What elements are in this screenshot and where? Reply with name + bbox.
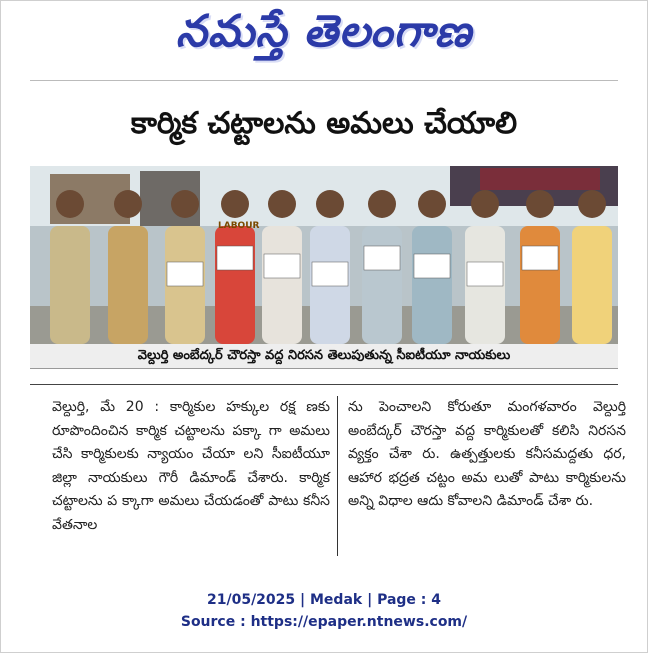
person-figure [572,226,612,344]
protest-placard [312,262,348,286]
article-body-left: వెల్దుర్తి, మే 20 : కార్మికుల హక్కుల రక్ష ణకు రూపొందించిన కార్మిక చట్టాలను పక్కా గా అమలు చేసి కార్మికులకు న్యాయం చేయా లని సీఐటీయూ జిల్లా నాయకులు గౌరీ డిమాండ్ చేశారు. కార్మిక చట్టాలను ప క్కాగా అమలు చేయడంతో పాటు కనీస వేతనాల [52,399,330,533]
person-figure [50,226,90,344]
edition-line: 21/05/2025 | Medak | Page : 4 [206,592,442,608]
person-figure [215,226,255,344]
person-head [368,190,396,218]
section-divider [30,384,618,385]
person-figure [108,226,148,344]
article-photo [30,166,618,344]
person-figure [412,226,452,344]
person-figure [262,226,302,344]
source-line: Source : https://epaper.ntnews.com/ [180,614,468,630]
person-head [56,190,84,218]
person-head [114,190,142,218]
protest-placard [467,262,503,286]
person-head [316,190,344,218]
person-head [578,190,606,218]
protest-placard [217,246,253,270]
person-head [471,190,499,218]
masthead-rule [30,80,618,81]
person-figure [520,226,560,344]
protest-placard [364,246,400,270]
protest-placard [167,262,203,286]
placard-label: LABOUR [218,221,260,231]
protest-placard [414,254,450,278]
article-body-right: ను పెంచాలని కోరుతూ మంగళవారం వెల్దుర్తి అంబేద్కర్ చౌరస్తా వద్ద కార్మికులతో కలిసి నిరసన వ్యక్తం చేశా రు. ఉత్పత్తులకు కనీసమద్దతు ధర, ఆహార భద్రత చట్టం అమ లుతో పాటు కార్మికులను అన్ని విధాల ఆదు కోవాలని డిమాండ్ చేశా రు. [348,399,626,509]
person-head [268,190,296,218]
photo-caption: వెల్దుర్తి అంబేద్కర్ చౌరస్తా వద్ద నిరసన తెలుపుతున్న సీఐటీయూ నాయకులు [30,344,618,369]
protest-placard [264,254,300,278]
article-headline: కార్మిక చట్టాలను అమలు చేయాలి [130,106,518,141]
column-separator [337,396,338,556]
person-head [221,190,249,218]
person-head [526,190,554,218]
newspaper-masthead: నమస్తే తెలంగాణ [175,6,473,57]
protest-placard [522,246,558,270]
person-figure [362,226,402,344]
person-head [418,190,446,218]
protest-photo [30,166,618,344]
person-head [171,190,199,218]
